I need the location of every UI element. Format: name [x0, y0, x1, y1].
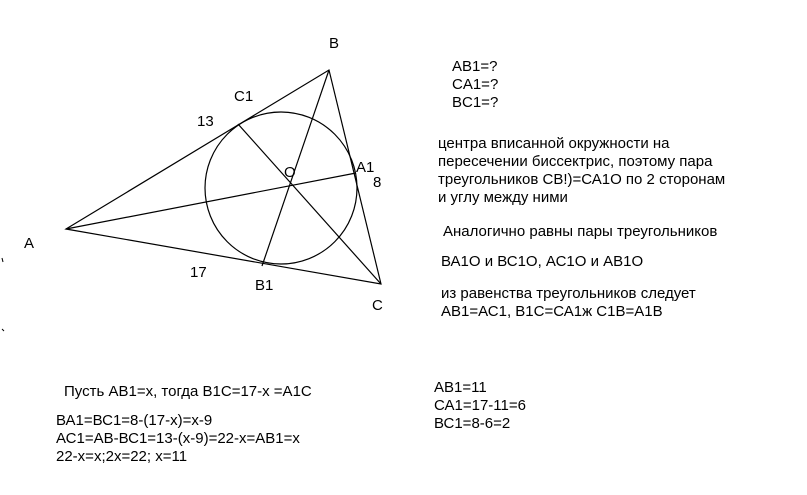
answer-line: АВ1=11: [434, 379, 487, 396]
point-label-a1: A1: [356, 159, 375, 176]
point-label-b1: B1: [255, 277, 274, 294]
let-line: Пусть АВ1=х, тогда В1С=17-х =А1С: [64, 383, 312, 400]
answers-block: [434, 379, 526, 433]
equation-line: АС1=АВ-ВС1=13-(х-9)=22-х=АВ1=х: [56, 430, 300, 447]
vertex-label-c: C: [372, 297, 383, 314]
side-label-13: 13: [197, 113, 214, 130]
stray-mark: [2, 329, 4, 331]
equation-line: ВА1=ВС1=8-(17-х)=х-9: [56, 412, 213, 429]
vertex-label-b: B: [329, 35, 340, 52]
conclusion-block: [441, 285, 696, 321]
conclusion-line: из равенства треугольников следует: [441, 285, 696, 302]
equation-line: 22-х=х;2х=22; х=11: [56, 448, 188, 465]
point-label-c1: C1: [234, 88, 254, 105]
answer-line: СА1=17-11=6: [434, 397, 526, 414]
explanation-line: и углу между ними: [438, 189, 568, 206]
explanation-line: центра вписанной окружности на: [438, 135, 670, 152]
side-label-8: 8: [373, 174, 382, 191]
stray-mark: [2, 258, 3, 262]
explanation-line: треугольников СВ!)=СА1О по 2 сторонам: [438, 171, 726, 188]
explanation-block: [438, 135, 725, 207]
explanation-line: пересечении биссектрис, поэтому пара: [438, 153, 713, 170]
questions-block: [452, 58, 498, 112]
question-line: BC1=?: [452, 94, 499, 111]
bisector-c: [238, 124, 381, 284]
conclusion-line: АВ1=АС1, В1С=СА1ж С1В=А1В: [441, 303, 663, 320]
question-line: AB1=?: [452, 58, 498, 75]
equations-block: [56, 412, 300, 466]
bisector-a: [66, 173, 356, 229]
analog-title: Аналогично равны пары треугольников: [443, 223, 718, 240]
answer-line: ВС1=8-6=2: [434, 415, 511, 432]
point-label-o: O: [284, 164, 296, 181]
analog-pairs: ВА1О и ВС1О, АС1О и АВ1О: [441, 253, 644, 270]
vertex-label-a: A: [24, 235, 35, 252]
question-line: CA1=?: [452, 76, 499, 93]
side-label-17: 17: [190, 264, 207, 281]
